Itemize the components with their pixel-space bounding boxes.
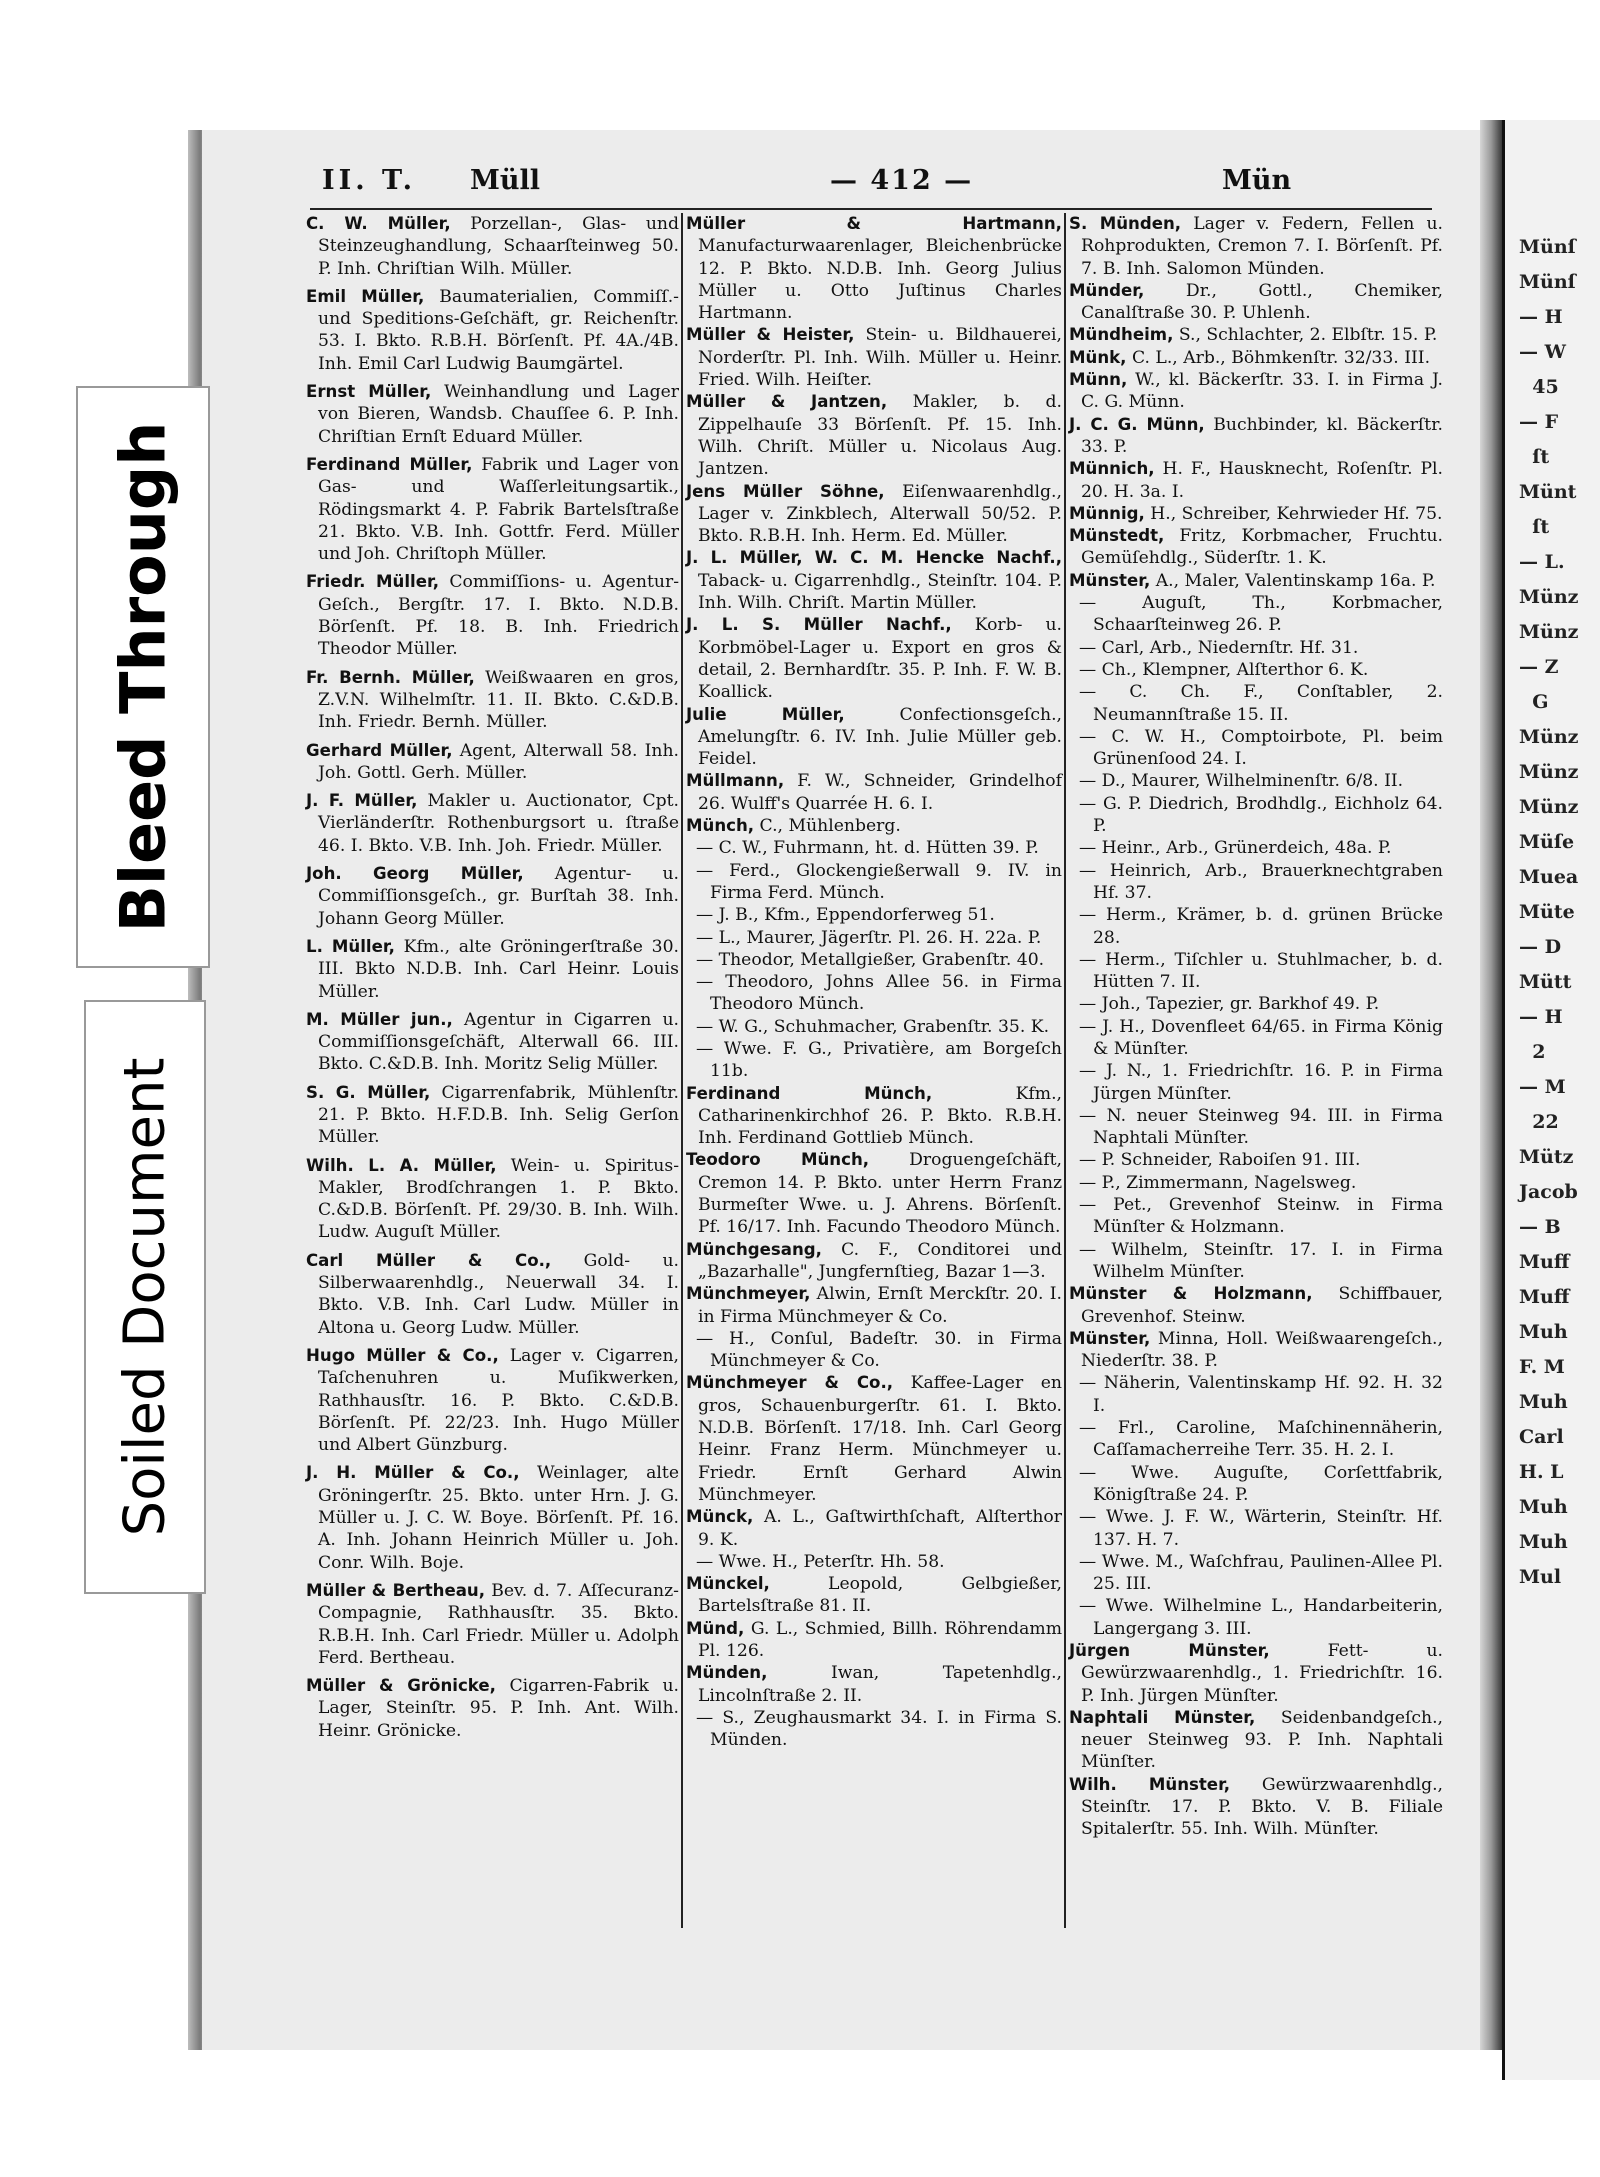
entry-details: — C. W., Fuhrmann, ht. d. Hütten 39. P. [696,838,1039,859]
entry-details: Kfm., alte Gröningerſtraße 30. III. Bkto N.D.B. Inh. Carl Heinr. Louis Müller. [318,936,679,1002]
directory-column-1 [306,213,679,1748]
entry-name: Friedr. Müller, [306,572,440,592]
entry-details: Kfm., Catharinenkirchhof 26. P. Bkto. R.B.H. Inh. Ferdinand Gottlieb Münch. [698,1083,1062,1149]
directory-entry [1069,1328,1443,1373]
entry-details: — Auguſt, Th., Korbmacher, Schaarſteinweg 26. P. [1079,593,1443,636]
entry-details: S., Schlachter, 2. Elbſtr. 15. P. [1173,325,1438,346]
entry-name: Naphtali Münster, [1069,1707,1256,1727]
entry-details: — Wwe. M., Waſchfrau, Paulinen-Allee Pl. 25. III. [1079,1551,1443,1595]
directory-subentry [1069,1506,1443,1551]
entry-details: Buchbinder, kl. Bäckerſtr. 33. P. [1081,414,1443,457]
bleed-through-label: Bleed Through [106,421,180,933]
directory-entry [306,213,679,280]
entry-details: W., kl. Bäckerſtr. 33. I. in Firma J. C. G. Münn. [1081,370,1443,413]
entry-details: — Wilhelm, Steinſtr. 17. I. in Firma Wilhelm Münſter. [1079,1239,1443,1282]
entry-details: — Näherin, Valentinskamp Hf. 92. H. 32 I. [1079,1373,1443,1416]
directory-entry [686,481,1062,548]
directory-entry [306,863,679,930]
entry-details: — P. Schneider, Raboiſen 91. III. [1079,1150,1361,1171]
entry-details: Alwin, Ernſt Merckſtr. 20. I. in Firma Münchmeyer & Co. [698,1284,1062,1327]
page-edge [1480,120,1502,2050]
entry-details: A. L., Gaſtwirthſchaft, Alſterthor 9. K. [698,1507,1062,1550]
directory-subentry [1069,837,1443,859]
entry-details: — L., Maurer, Jägerſtr. Pl. 26. H. 22a. P. [696,927,1042,948]
entry-details: — Heinrich, Arb., Brauerknechtgraben Hf. 37. [1079,860,1443,903]
entry-details: C. L., Arb., Böhmkenſtr. 32/33. III. [1126,347,1431,368]
entry-name: Julie Müller, [686,704,845,724]
entry-details: C., Mühlenberg. [754,816,901,837]
entry-name: Münk, [1069,347,1127,367]
directory-entry [686,1372,1062,1506]
entry-details: F. W., Schneider, Grindelhof 26. Wulff's Quarrée H. 6. I. [698,771,1062,814]
entry-name: J. L. S. Müller Nachf., [686,615,952,635]
directory-subentry [1069,770,1443,792]
directory-entry [686,1083,1062,1150]
entry-details: — S., Zeughausmarkt 34. I. in Firma S. Münden. [696,1707,1062,1751]
entry-details: Fabrik und Lager von Gas- und Waſſerleitungsartik., Rödingsmarkt 4. P. Fabrik Bartelsſtraße 21. Bkto. V.B. Inh. Gottfr. Ferd. Müller und Joh. Chriſtoph Müller. [318,454,680,565]
entry-details: Taback- u. Cigarrenhdlg., Steinſtr. 104. P. Inh. Wilh. Chriſt. Martin Müller. [698,570,1062,614]
entry-name: Münster & Holzmann, [1069,1284,1313,1304]
directory-entry [306,1580,679,1669]
entry-name: Münster, [1069,570,1151,590]
entry-details: Agentur- u. Commiſſionsgeſch., gr. Burſtah 38. Inh. Johann Georg Müller. [318,864,679,929]
directory-entry [686,1149,1062,1238]
directory-entry [686,547,1062,614]
entry-details: Cigarrenfabrik, Mühlenſtr. 21. P. Bkto. H.F.D.B. Inh. Selig Gerſon Müller. [318,1082,679,1148]
entry-details: Iwan, Tapetenhdlg., Lincolnſtraße 2. II. [698,1663,1062,1706]
entry-details: — Carl, Arb., Niedernſtr. Hf. 31. [1079,637,1359,658]
entry-name: Münck, [686,1507,754,1527]
directory-entry [306,1009,679,1076]
entry-details: Manufacturwaarenlager, Bleichenbrücke 12. P. Bkto. N.D.B. Inh. Georg Julius Müller u. Otto Juſtinus Charles Hartmann. [698,236,1062,324]
directory-column-2 [686,213,1062,1751]
directory-subentry [686,1016,1062,1038]
directory-subentry [686,971,1062,1016]
directory-subentry [686,1328,1062,1373]
entry-name: Müller & Jantzen, [686,392,888,412]
directory-subentry [1069,1194,1443,1239]
entry-details: — N. neuer Steinweg 94. III. in Firma Naphtali Münſter. [1079,1105,1443,1149]
entry-details: Seidenbandgeſch., neuer Steinweg 93. P. Inh. Naphtali Münſter. [1081,1707,1443,1773]
entry-details: C. F., Conditorei und „Bazarhalle", Jungfernſtieg, Bazar 1—3. [698,1239,1062,1282]
entry-details: Minna, Holl. Weißwaarengeſch., Niederſtr. 38. P. [1081,1328,1443,1372]
directory-subentry [1069,592,1443,637]
entry-details: Bev. d. 7. Aſſecuranz-Compagnie, Rathhausſtr. 35. Bkto. R.B.H. Inh. Carl Friedr. Müller u. Adolph Ferd. Bertheau. [318,1580,679,1668]
entry-details: — Wwe. Auguſte, Corſettfabrik, Königſtraße 24. P. [1079,1462,1443,1505]
entry-details: A., Maler, Valentinskamp 16a. P. [1150,570,1436,591]
directory-subentry [1069,1462,1443,1507]
entry-details: Makler, b. d. Zippelhauſe 33 Börſenſt. Pf. 15. Inh. Wilh. Chriſt. Müller u. Nicolaus Aug. Jantzen. [698,392,1062,480]
directory-entry [1069,213,1443,280]
directory-entry [306,1675,679,1742]
entry-details: — G. P. Diedrich, Brodhdlg., Eichholz 64. P. [1079,793,1443,837]
entry-details: — J. H., Dovenfleet 64/65. in Firma König & Münſter. [1079,1016,1443,1059]
entry-details: — J. B., Kfm., Eppendorferweg 51. [696,905,995,926]
entry-name: Teodoro Münch, [686,1150,870,1170]
directory-entry [1069,525,1443,570]
directory-entry [1069,1640,1443,1707]
directory-subentry [1069,1105,1443,1150]
entry-details: — J. N., 1. Friedrichſtr. 16. P. in Firma Jürgen Münſter. [1079,1061,1443,1104]
entry-name: J. H. Müller & Co., [306,1463,520,1483]
directory-subentry [686,1038,1062,1083]
entry-name: J. C. G. Münn, [1069,414,1205,434]
entry-details: — Wwe. F. G., Privatière, am Borgeſch 11b. [696,1038,1062,1082]
entry-name: Münckel, [686,1574,770,1594]
entry-name: Jens Müller Söhne, [686,481,885,501]
entry-details: Fritz, Korbmacher, Fruchtu. Gemüſehdlg., Süderſtr. 1. K. [1081,526,1443,569]
directory-entry [686,614,1062,703]
entry-details: Agentur in Cigarren u. Commiſſionsgeſchäft, Alterwall 66. III. Bkto. C.&D.B. Inh. Moritz Selig Müller. [318,1009,679,1075]
entry-details: Weinlager, alte Gröningerſtr. 25. Bkto. unter Hrn. J. G. Müller u. J. C. W. Boye. Börſenſt. Pf. 16. A. Inh. Johann Heinrich Müller u. Joh. Conr. Wilh. Boje. [318,1463,679,1573]
directory-entry [1069,1774,1443,1841]
entry-name: L. Müller, [306,936,395,956]
directory-subentry [1069,1372,1443,1417]
entry-name: Müller & Grönicke, [306,1676,496,1696]
directory-subentry [686,949,1062,971]
directory-entry [1069,1283,1443,1328]
directory-entry [306,1345,679,1456]
right-running-head: Mün [1222,165,1292,196]
directory-subentry [1069,681,1443,726]
entry-details: Kaffee-Lager en gros, Schauenburgerſtr. 61. I. Bkto. N.D.B. Börſenſt. 17/18. Inh. Carl Georg Heinr. Franz Herm. Münchmeyer u. Friedr. Ernſt Gerhard Alwin Münchmeyer. [698,1373,1062,1505]
entry-name: Emil Müller, [306,286,425,306]
entry-details: — Theodor, Metallgießer, Grabenſtr. 40. [696,949,1045,970]
directory-entry [306,1462,679,1573]
entry-details: — Herm., Tiſchler u. Stuhlmacher, b. d. Hütten 7. II. [1079,949,1443,993]
entry-details: — Ch., Klempner, Alſterthor 6. K. [1079,659,1369,680]
entry-name: Ferdinand Müller, [306,454,473,474]
directory-subentry [1069,993,1443,1015]
directory-subentry [1069,949,1443,994]
directory-column-3 [1069,213,1443,1841]
entry-details: Fett- u. Gewürzwaarenhdlg., 1. Friedrichſtr. 16. P. Inh. Jürgen Münſter. [1081,1641,1443,1706]
directory-entry [306,571,679,660]
entry-details: Commiſſions- u. Agentur-Geſch., Bergſtr. 17. I. Bkto. N.D.B. Börſenſt. Pf. 18. B. Inh. Friedrich Theodor Müller. [318,572,679,660]
entry-name: Jürgen Münster, [1069,1641,1270,1660]
bleed-through-stamp [76,386,210,968]
directory-entry [306,454,679,565]
directory-entry [686,1662,1062,1707]
directory-entry [686,1573,1062,1618]
directory-subentry [1069,1417,1443,1462]
entry-details: Wein- u. Spiritus-Makler, Brodſchrangen 1. P. Bkto. C.&D.B. Börſenſt. Pf. 29/30. B. Inh. Wilh. Ludw. Auguſt Müller. [318,1155,680,1243]
entry-details: — P., Zimmermann, Nagelsweg. [1079,1172,1357,1193]
column-divider [1064,213,1066,1928]
entry-name: Mündheim, [1069,325,1174,345]
directory-entry [1069,1707,1443,1774]
directory-entry [1069,280,1443,325]
directory-subentry [686,904,1062,926]
entry-name: Carl Müller & Co., [306,1250,552,1270]
directory-subentry [1069,1149,1443,1171]
entry-name: Joh. Georg Müller, [306,864,524,884]
entry-details: Agent, Alterwall 58. Inh. Joh. Gottl. Gerh. Müller. [318,740,679,783]
directory-entry [306,1250,679,1339]
entry-details: — Herm., Krämer, b. d. grünen Brücke 28. [1079,905,1443,948]
directory-entry [686,815,1062,837]
entry-details: Baumaterialien, Commiſſ.- und Speditions-Geſchäft, gr. Reichenſtr. 53. I. Bkto. R.B.H. Börſenſt. Pf. 4A./4B. Inh. Emil Carl Ludwig Baumgärtel. [318,286,679,374]
column-divider [681,213,683,1928]
entry-name: Münchmeyer & Co., [686,1373,894,1393]
directory-entry [686,1618,1062,1663]
entry-name: C. W. Müller, [306,214,451,233]
entry-details: Korb- u. Korbmöbel-Lager u. Export en gros & detail, 2. Bernhardſtr. 35. P. Inh. F. W. B. Koallick. [698,615,1063,703]
directory-subentry [686,927,1062,949]
entry-name: Ferdinand Münch, [686,1083,933,1103]
directory-entry [306,667,679,734]
entry-details: H., Schreiber, Kehrwieder Hf. 75. [1144,503,1443,524]
directory-subentry [1069,1239,1443,1284]
entry-details: — Theodoro, Johns Allee 56. in Firma Theodoro Münch. [696,972,1062,1015]
entry-details: Lager v. Federn, Fellen u. Rohprodukten, Cremon 7. I. Börſenſt. Pf. 7. B. Inh. Salomon Münden. [1081,214,1443,279]
directory-entry [1069,570,1443,592]
entry-details: Weißwaaren en gros, Z.V.N. Wilhelmſtr. 11. II. Bkto. C.&D.B. Inh. Friedr. Bernh. Müller. [318,667,680,733]
entry-details: — Pet., Grevenhof Steinw. in Firma Münſter & Holzmann. [1079,1195,1443,1238]
directory-entry [686,770,1062,815]
directory-subentry [1069,726,1443,771]
entry-name: S. Münden, [1069,214,1182,233]
directory-subentry [1069,1016,1443,1061]
entry-details: — Ferd., Glockengießerwall 9. IV. in Firma Ferd. Münch. [696,860,1062,903]
entry-details: Lager v. Cigarren, Taſchenuhren u. Muſikwerken, Rathhausſtr. 16. P. Bkto. C.&D.B. Börſenſt. Pf. 22/23. Inh. Hugo Müller und Albert Günzburg. [318,1345,679,1456]
entry-name: Gerhard Müller, [306,740,453,760]
directory-entry [1069,414,1443,459]
entry-details: Cigarren-Fabrik u. Lager, Steinſtr. 95. P. Inh. Ant. Wilh. Heinr. Grönicke. [318,1676,679,1741]
directory-subentry [1069,904,1443,949]
entry-details: Eiſenwaarenhdlg., Lager v. Zinkblech, Alterwall 50/52. P. Bkto. R.B.H. Inh. Herm. Ed. Müller. [698,481,1062,547]
directory-entry [1069,458,1443,503]
entry-details: — D., Maurer, Wilhelminenſtr. 6/8. II. [1079,771,1404,792]
entry-details: — C. W. H., Comptoirbote, Pl. beim Grünenſood 24. I. [1079,726,1443,770]
entry-name: Müller & Heister, [686,325,855,345]
entry-name: Fr. Bernh. Müller, [306,667,475,687]
adjacent-page-fragment [1502,120,1600,2080]
entry-details: Dr., Gottl., Chemiker, Canalſtraße 30. P. Uhlenh. [1081,280,1443,324]
header-rule [310,208,1432,210]
directory-entry [306,936,679,1003]
entry-details: Stein- u. Bildhauerei, Norderſtr. Pl. Inh. Wilh. Müller u. Heinr. Fried. Wilh. Heiſter. [698,325,1062,391]
directory-subentry [1069,1060,1443,1105]
entry-name: Wilh. L. A. Müller, [306,1155,497,1175]
section-label: II. T. [322,165,417,196]
entry-details: — W. G., Schuhmacher, Grabenſtr. 35. K. [696,1016,1050,1037]
directory-entry [306,1155,679,1244]
directory-entry [686,324,1062,391]
directory-entry [686,1283,1062,1328]
entry-name: Münch, [686,816,755,836]
entry-name: Hugo Müller & Co., [306,1345,499,1365]
entry-details: — Joh., Tapezier, gr. Barkhof 49. P. [1079,994,1380,1015]
entry-details: H. F., Hausknecht, Roſenſtr. Pl. 20. H. 3a. I. [1081,459,1443,502]
directory-entry [1069,347,1443,369]
directory-subentry [1069,659,1443,681]
entry-name: Münchmeyer, [686,1284,811,1304]
entry-name: Müller & Bertheau, [306,1580,486,1600]
directory-entry [306,381,679,448]
directory-entry [306,1082,679,1149]
entry-details: Confectionsgeſch., Amelungſtr. 6. IV. Inh. Julie Müller geb. Feidel. [698,704,1062,770]
entry-details: Gold- u. Silberwaarenhdlg., Neuerwall 34. I. Bkto. V.B. Inh. Carl Ludw. Müller in Altona u. Georg Ludw. Müller. [318,1250,679,1338]
entry-name: J. F. Müller, [306,791,418,811]
page-number: — 412 — [830,165,974,196]
entry-name: S. G. Müller, [306,1082,431,1102]
entry-name: Münchgesang, [686,1239,822,1259]
directory-entry [686,1506,1062,1551]
directory-subentry [1069,860,1443,905]
entry-name: Münden, [686,1663,768,1683]
entry-name: Münder, [1069,280,1145,300]
directory-entry [306,286,679,375]
entry-details: — Wwe. Wilhelmine L., Handarbeiterin, Langergang 3. III. [1079,1596,1443,1639]
entry-details: — Wwe. H., Peterſtr. Hh. 58. [696,1551,945,1572]
entry-details: — H., Conſul, Badeſtr. 30. in Firma Münchmeyer & Co. [696,1328,1062,1372]
entry-name: Müllmann, [686,771,785,791]
directory-subentry [1069,1551,1443,1596]
adjacent-page-text: Münſ Münſ — H — W 45 — F ſt Münt ſt — L. Münz Münz — Z G Münz Münz Münz Müſe Muea Müte — D Mütt — H 2 — M 22 Mütz Jacob — B Muff Muff Muh F. M Muh Carl H. L Muh Muh Mul [1519,236,1579,1588]
directory-entry [686,704,1062,771]
directory-subentry [1069,1172,1443,1194]
soiled-document-label: Soiled Document [112,1057,178,1537]
entry-details: Gewürzwaarenhdlg., Steinſtr. 17. P. Bkto. V. B. Filiale Spitalerſtr. 55. Inh. Wilh. Münſter. [1081,1774,1443,1840]
entry-details: Porzellan-, Glas- und Steinzeughandlung, Schaarſteinweg 50. P. Inh. Chriſtian Wilh. Müller. [318,214,679,279]
directory-entry [686,213,1062,324]
entry-details: — Wwe. J. F. W., Wärterin, Steinſtr. Hf. 137. H. 7. [1079,1507,1443,1550]
directory-entry [1069,369,1443,414]
directory-subentry [686,837,1062,859]
entry-name: Ernst Müller, [306,382,432,402]
entry-details: Makler u. Auctionator, Cpt. Vierländerſtr. Rothenburgsort u. ſtraße 46. I. Bkto. V.B. Inh. Joh. Friedr. Müller. [318,791,679,856]
entry-name: Münd, [686,1618,745,1638]
directory-entry [1069,503,1443,525]
entry-name: M. Müller jun., [306,1009,453,1029]
entry-name: Münstedt, [1069,526,1165,546]
entry-name: Wilh. Münster, [1069,1774,1231,1794]
directory-entry [1069,324,1443,346]
directory-subentry [1069,793,1443,838]
entry-details: Schiffbauer, Grevenhof. Steinw. [1081,1284,1444,1327]
entry-name: Münster, [1069,1328,1151,1348]
left-running-head: Müll [470,165,541,196]
directory-subentry [1069,1595,1443,1640]
directory-subentry [686,1551,1062,1573]
soiled-document-stamp [84,1000,206,1594]
entry-name: Müller & Hartmann, [686,214,1062,233]
entry-details: Weinhandlung und Lager von Bieren, Wandsb. Chauſſee 6. P. Inh. Chriſtian Ernſt Eduard Müller. [318,382,679,447]
entry-details: — Heinr., Arb., Grünerdeich, 48a. P. [1079,838,1392,859]
directory-entry [686,1239,1062,1284]
entry-name: Münnich, [1069,459,1155,479]
directory-entry [306,790,679,857]
entry-details: — C. Ch. F., Conſtabler, 2. Neumannſtraße 15. II. [1079,682,1443,725]
entry-name: Münnig, [1069,503,1145,523]
entry-details: — Frl., Caroline, Maſchinennäherin, Caſſamacherreihe Terr. 35. H. 2. I. [1079,1418,1443,1461]
entry-name: Münn, [1069,370,1128,390]
directory-subentry [1069,637,1443,659]
directory-subentry [686,1707,1062,1752]
directory-entry [306,740,679,785]
directory-entry [686,391,1062,480]
entry-details: G. L., Schmied, Billh. Röhrendamm Pl. 126. [698,1618,1062,1661]
entry-name: J. L. Müller, W. C. M. Hencke Nachf., [686,548,1062,568]
entry-details: Leopold, Gelbgießer, Bartelsſtraße 81. II. [698,1574,1062,1617]
entry-details: Droguengeſchäft, Cremon 14. P. Bkto. unter Herrn Franz Burmeſter Wwe. u. J. Ahrens. Börſenſt. Pf. 16/17. Inh. Facundo Theodoro Münch. [698,1150,1062,1238]
directory-subentry [686,860,1062,905]
